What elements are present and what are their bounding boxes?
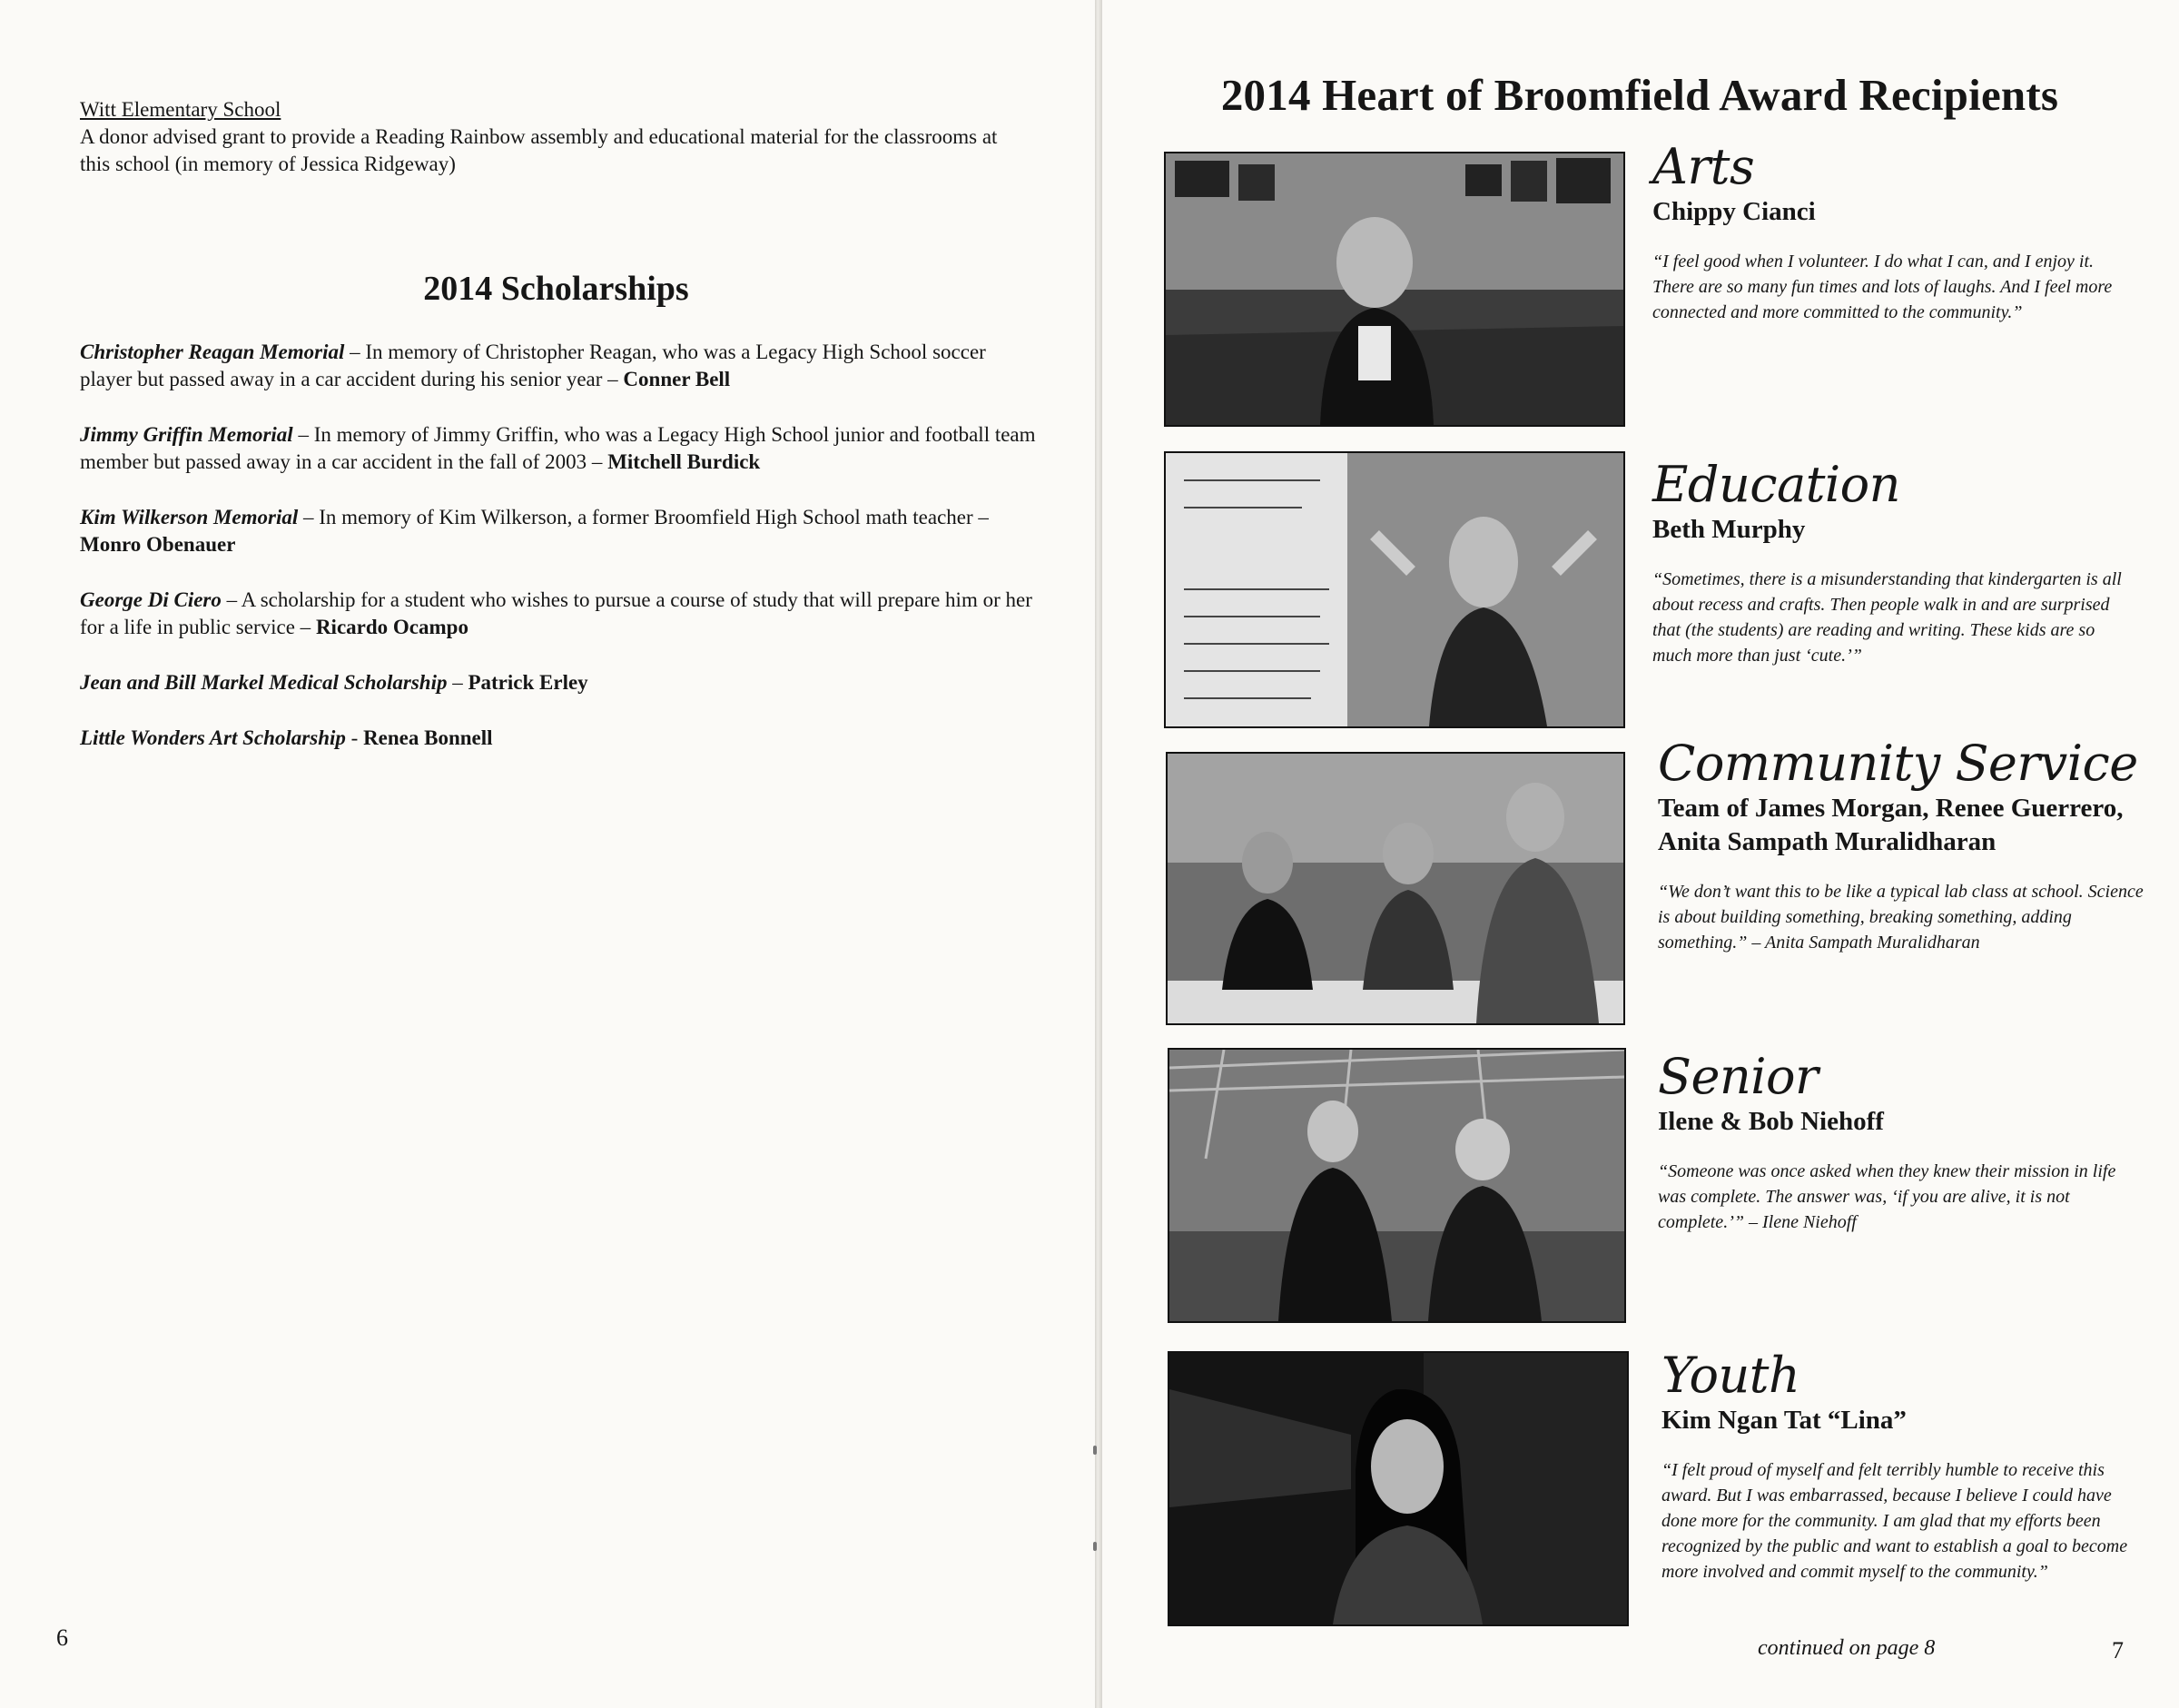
photo-placeholder xyxy=(1169,1050,1624,1321)
award-education xyxy=(1652,456,2125,668)
scholarship-name: Christopher Reagan Memorial xyxy=(80,341,345,363)
award-recipient: Chippy Cianci xyxy=(1652,197,1816,226)
scholarship-name: Kim Wilkerson Memorial xyxy=(80,506,299,528)
witt-grant xyxy=(80,96,1006,178)
scholarship-description: - xyxy=(345,726,364,749)
scholarship-description: – xyxy=(447,671,468,694)
award-recipient: Kim Ngan Tat “Lina” xyxy=(1661,1406,1907,1435)
award-category: Arts xyxy=(1652,138,1755,195)
scholarship-description: – A scholarship for a student who wishes to pursue a course of study that will prepare him or her for a life in public service – xyxy=(80,588,1032,638)
scholarship-description: – In memory of Kim Wilkerson, a former Broomfield High School math teacher – xyxy=(298,506,989,528)
award-community-service xyxy=(1658,737,2148,955)
award-quote: “I feel good when I volunteer. I do what I can, and I enjoy it. There are so many fun times and lots of laughs. And I feel more connected and more committed to the community.” xyxy=(1652,252,2113,322)
page-number-right: 7 xyxy=(2112,1637,2124,1664)
community-service-recipient-photo xyxy=(1166,752,1625,1025)
scholarship-recipient: Mitchell Burdick xyxy=(607,450,761,473)
page-number-left: 6 xyxy=(56,1624,68,1651)
scholarship-name: Jean and Bill Markel Medical Scholarship xyxy=(80,671,448,694)
photo-placeholder xyxy=(1169,1353,1627,1624)
award-youth xyxy=(1661,1349,2134,1585)
scholarship-recipient: Conner Bell xyxy=(623,368,731,390)
award-category: Youth xyxy=(1661,1347,1800,1404)
scholarship-item xyxy=(80,587,1042,641)
scholarship-recipient: Patrick Erley xyxy=(468,671,588,694)
witt-title: Witt Elementary School xyxy=(80,98,281,121)
award-senior xyxy=(1658,1048,2130,1235)
award-quote: “Someone was once asked when they knew their mission in life was complete. The answer was, ‘if you are alive, it is not complete.’” – Ilene Niehoff xyxy=(1658,1161,2116,1232)
senior-recipient-photo xyxy=(1168,1048,1626,1323)
awards-heading: 2014 Heart of Broomfield Award Recipients xyxy=(1220,70,2059,120)
scholarship-recipient: Ricardo Ocampo xyxy=(315,616,468,638)
scholarship-name: George Di Ciero xyxy=(80,588,222,611)
award-arts xyxy=(1652,138,2125,325)
scholarship-name: Jimmy Griffin Memorial xyxy=(80,423,293,446)
photo-placeholder xyxy=(1166,453,1623,726)
award-category: Senior xyxy=(1658,1048,1819,1105)
award-quote: “I felt proud of myself and felt terribly humble to receive this award. But I was embarrassed, because I believe I could have done more for the community. I am glad that my efforts been recognized by the public and want to establish a goal to become more involved and commit myself to the community.” xyxy=(1661,1460,2128,1582)
scholarship-recipient: Renea Bonnell xyxy=(363,726,493,749)
award-quote: “We don’t want this to be like a typical lab class at school. Science is about building something, breaking something, adding something.” – Anita Sampath Muralidharan xyxy=(1658,882,2144,953)
scholarship-description: – In memory of Christopher Reagan, who was a Legacy High School soccer player but passed away in a car accident during his senior year – xyxy=(80,341,986,390)
award-recipient: Beth Murphy xyxy=(1652,515,1806,544)
education-recipient-photo xyxy=(1164,451,1625,728)
award-recipient: Ilene & Bob Niehoff xyxy=(1658,1107,1884,1136)
scholarship-item xyxy=(80,421,1042,476)
scholarship-item xyxy=(80,669,1042,696)
scholarship-item xyxy=(80,725,1042,752)
photo-placeholder xyxy=(1168,754,1623,1023)
award-quote: “Sometimes, there is a misunderstanding that kindergarten is all about recess and crafts. Then people walk in and are surprised that (the students) are reading and writing. These kids are so much more than just ‘cute.’” xyxy=(1652,569,2122,666)
staple-mark xyxy=(1093,1446,1097,1455)
scholarship-recipient: Monro Obenauer xyxy=(80,533,236,556)
photo-placeholder xyxy=(1166,153,1623,425)
award-recipient: Team of James Morgan, Renee Guerrero, Anita Sampath Muralidharan xyxy=(1658,794,2124,856)
scholarships-heading: 2014 Scholarships xyxy=(423,270,689,308)
scholarship-name: Little Wonders Art Scholarship xyxy=(80,726,346,749)
youth-recipient-photo xyxy=(1168,1351,1629,1626)
arts-recipient-photo xyxy=(1164,152,1625,427)
award-category: Community Service xyxy=(1658,735,2138,792)
scholarship-item xyxy=(80,339,1042,393)
scholarship-item xyxy=(80,504,1042,558)
scholarship-description: – In memory of Jimmy Griffin, who was a Legacy High School junior and football team member but passed away in a car accident in the fall of 2003 – xyxy=(80,423,1036,473)
staple-mark xyxy=(1093,1542,1097,1551)
scholarship-list xyxy=(80,339,1042,780)
witt-description: A donor advised grant to provide a Reading Rainbow assembly and educational material for the classrooms at this school (in memory of Jessica Ridgeway) xyxy=(80,125,998,175)
award-category: Education xyxy=(1652,456,1900,513)
continued-note: continued on page 8 xyxy=(1758,1636,1936,1660)
